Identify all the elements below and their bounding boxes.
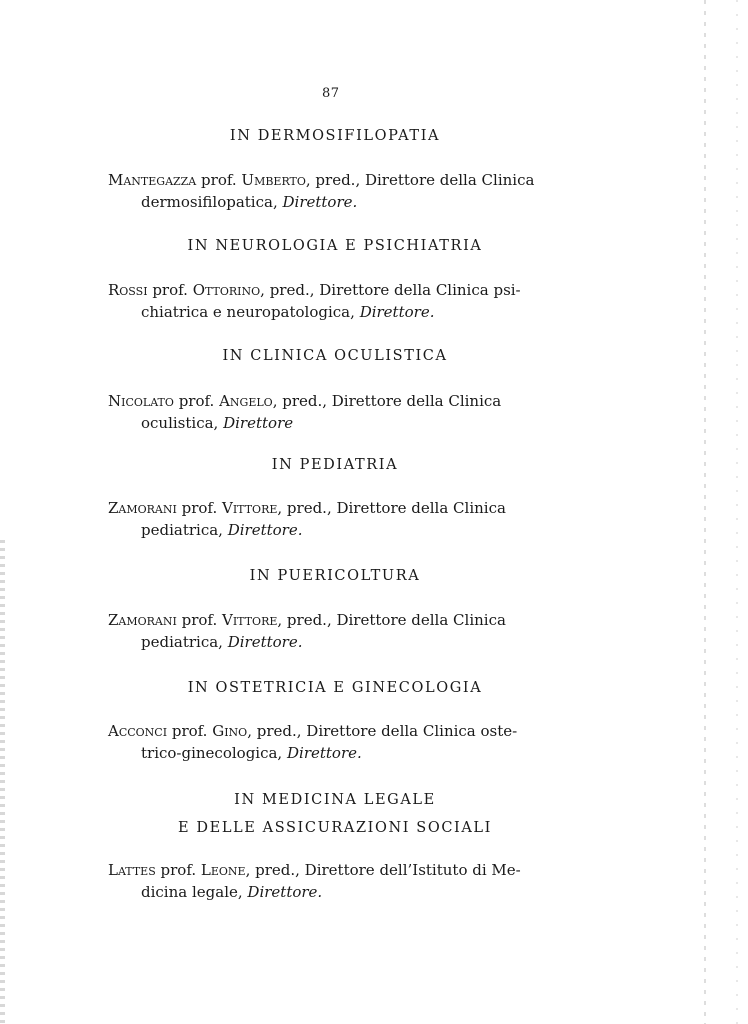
entry [108, 609, 553, 653]
entry-surname: Rossi [108, 281, 148, 299]
entry-title: prof. [160, 861, 197, 879]
entry-forename: Gino [212, 722, 248, 740]
entry-role: Direttore. [282, 193, 358, 211]
entry-text: trico-ginecologica, [141, 744, 283, 762]
entry-title: prof. [201, 171, 237, 189]
entry-continuation [108, 301, 553, 323]
section-heading: IN CLINICA OCULISTICA [222, 348, 448, 364]
page-edge-right-outer [736, 0, 738, 1024]
entry-text: , pred., Direttore della Clinica psi- [260, 281, 521, 299]
entry-continuation [108, 412, 553, 434]
page-edge-left [0, 540, 5, 1024]
entry-text: , pred., Direttore della Clinica [272, 392, 502, 410]
entry-text: chiatrica e neuropatologica, [141, 303, 355, 321]
entry-role: Direttore. [227, 633, 303, 651]
page-number: 87 [322, 86, 340, 101]
entry-text: , pred., Direttore dell’Istituto di Me- [245, 861, 521, 879]
entry [108, 169, 553, 213]
entry-continuation [108, 742, 553, 764]
entry-title: prof. [171, 722, 208, 740]
section-heading: IN PUERICOLTURA [249, 568, 421, 584]
entry-surname: Nicolato [108, 392, 174, 410]
section-heading: IN PEDIATRIA [271, 457, 399, 473]
entry-role: Direttore. [227, 521, 303, 539]
entry-title: prof. [152, 281, 188, 299]
entry-forename: Ottorino [192, 281, 261, 299]
entry-text: dicina legale, [141, 883, 243, 901]
entry-text: , pred., Direttore della Clinica [305, 171, 535, 189]
entry-forename: Vittore [222, 611, 278, 629]
entry-surname: Zamorani [108, 499, 177, 517]
entry-text: dermosifilopatica, [141, 193, 278, 211]
section-heading: IN OSTETRICIA E GINECOLOGIA [187, 680, 483, 696]
section-heading: IN MEDICINA LEGALE [234, 792, 436, 808]
entry-text: , pred., Direttore della Clinica [277, 499, 506, 517]
entry [108, 720, 553, 764]
entry [108, 497, 553, 541]
entry-text: pediatrica, [141, 633, 223, 651]
entry-forename: Umberto [241, 171, 306, 189]
entry-role: Direttore [223, 414, 294, 432]
entry-surname: Acconci [108, 722, 168, 740]
entry-text: oculistica, [141, 414, 219, 432]
entry-forename: Leone [200, 861, 246, 879]
entry [108, 390, 553, 434]
entry-title: prof. [181, 499, 218, 517]
entry-forename: Angelo [219, 392, 273, 410]
entry-role: Direttore. [247, 883, 323, 901]
entry-surname: Mantegazza [108, 171, 197, 189]
section-heading-line2: E DELLE ASSICURAZIONI SOCIALI [178, 820, 492, 836]
entry [108, 859, 553, 903]
entry-text: pediatrica, [141, 521, 223, 539]
entry-title: prof. [181, 611, 218, 629]
page-edge-right [704, 0, 706, 1024]
entry-text: , pred., Direttore della Clinica [277, 611, 506, 629]
entry-title: prof. [178, 392, 215, 410]
entry-forename: Vittore [222, 499, 278, 517]
entry-text: , pred., Direttore della Clinica oste- [247, 722, 518, 740]
entry-continuation [108, 191, 553, 213]
entry-continuation [108, 881, 553, 903]
entry-surname: Lattes [108, 861, 156, 879]
entry [108, 279, 553, 323]
section-heading: IN NEUROLOGIA E PSICHIATRIA [187, 238, 483, 254]
section-heading: IN DERMOSIFILOPATIA [229, 128, 441, 144]
entry-continuation [108, 631, 553, 653]
entry-role: Direttore. [359, 303, 435, 321]
entry-role: Direttore. [287, 744, 362, 762]
entry-continuation [108, 519, 553, 541]
entry-surname: Zamorani [108, 611, 177, 629]
